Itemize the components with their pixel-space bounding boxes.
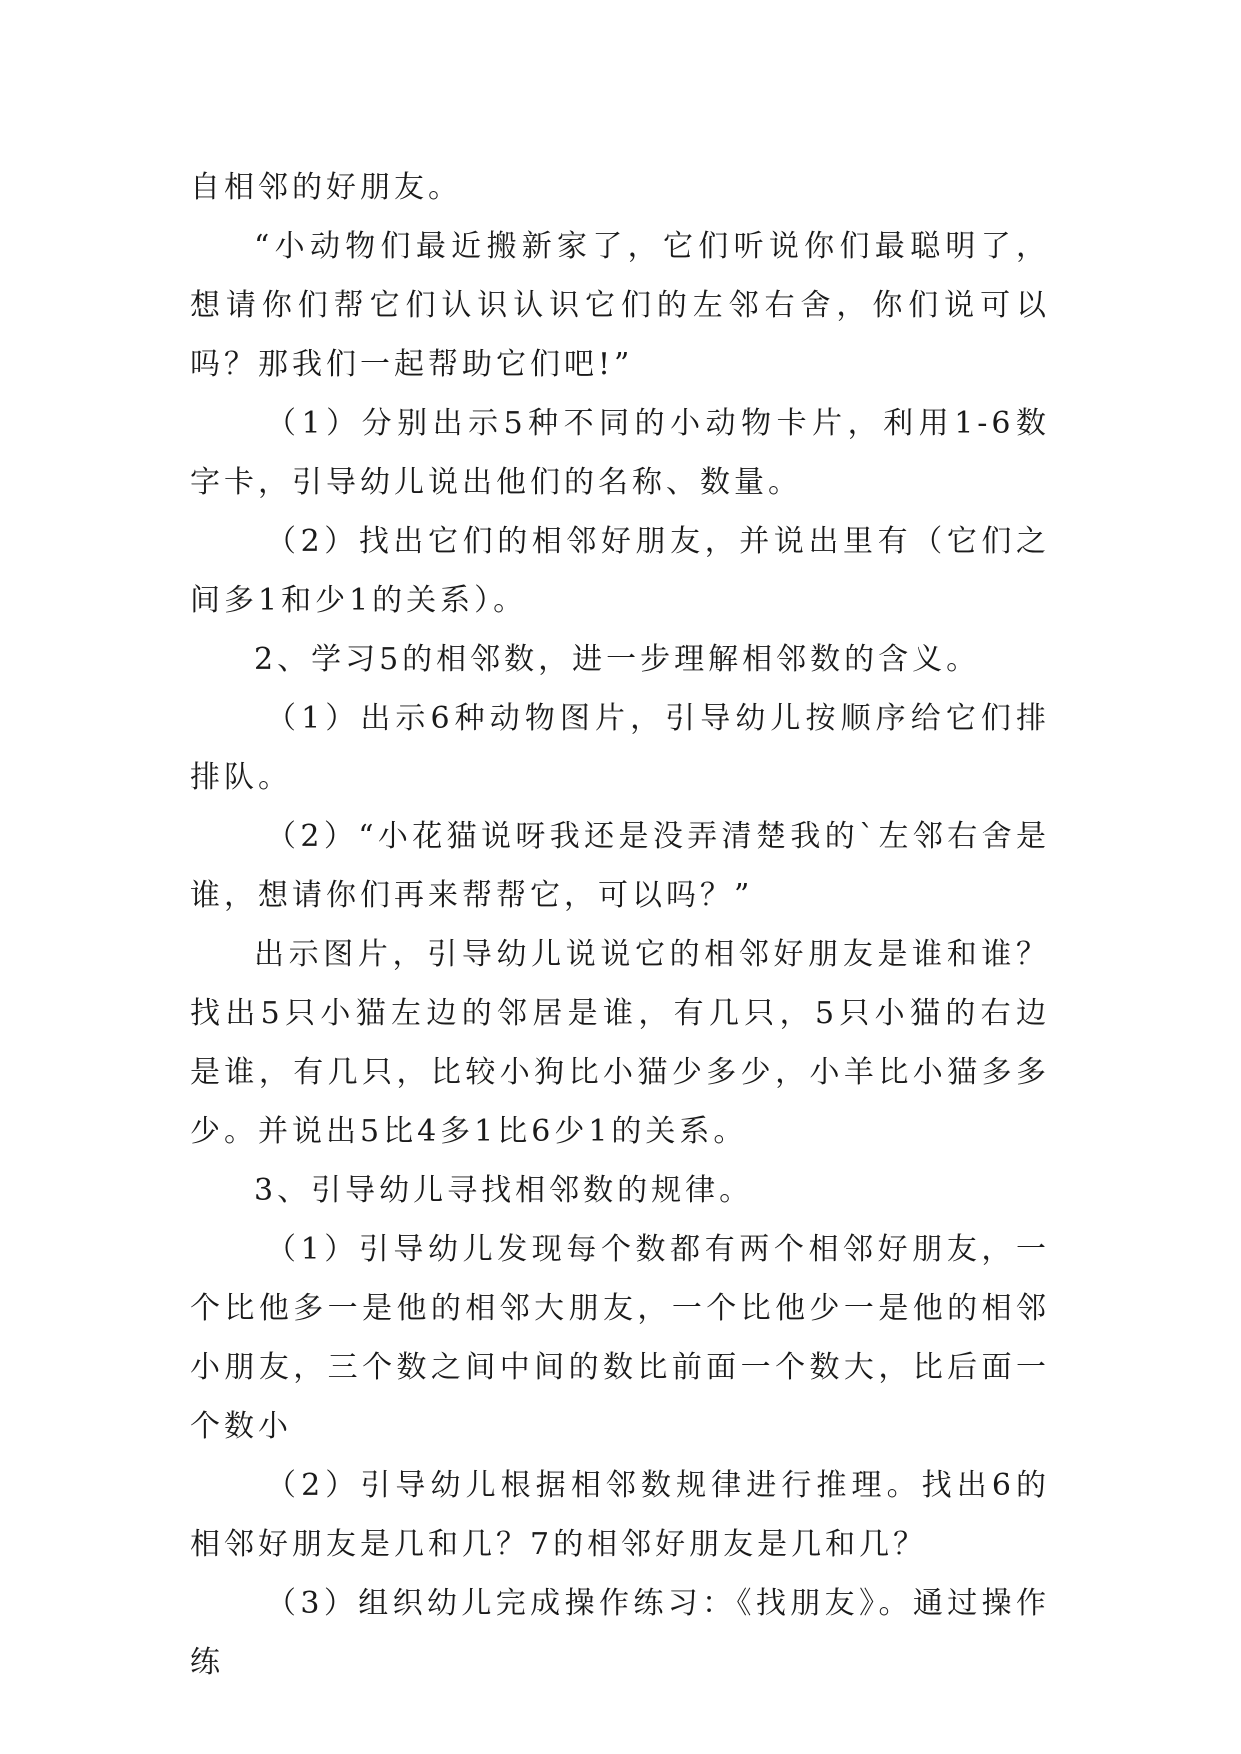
document-body [190, 158, 1050, 1692]
paragraph-section-3: 3、引导幼儿寻找相邻数的规律。 [254, 1173, 754, 1208]
paragraph-section-2: 2、学习5的相邻数，进一步理解相邻数的含义。 [254, 642, 981, 677]
paragraph-continuation: 自相邻的好朋友。 [190, 170, 462, 205]
paragraph-step-2-2: （2）“小花猫说呀我还是没弄清楚我的`左邻右舍是谁，想请你们再来帮帮它，可以吗？” [190, 819, 1050, 913]
paragraph-step-2-1: （1）出示6种动物图片，引导幼儿按顺序给它们排排队。 [190, 701, 1050, 795]
paragraph-step-3-2: （2）引导幼儿根据相邻数规律进行推理。找出6的相邻好朋友是几和几？7的相邻好朋友是几和几？ [190, 1468, 1050, 1562]
paragraph-quote-intro: “小动物们最近搬新家了，它们听说你们最聪明了，想请你们帮它们认识认识它们的左邻右舍，你们说可以吗？那我们一起帮助它们吧!” [190, 229, 1050, 382]
paragraph-show-picture: 出示图片，引导幼儿说说它的相邻好朋友是谁和谁？找出5只小猫左边的邻居是谁，有几只，5只小猫的右边是谁，有几只，比较小狗比小猫少多少，小羊比小猫多多少。并说出5比4多1比6少1的关系。 [190, 937, 1050, 1149]
paragraph-step-1-1: （1）分别出示5种不同的小动物卡片，利用1-6数字卡，引导幼儿说出他们的名称、数量。 [190, 406, 1050, 500]
paragraph-step-3-1: （1）引导幼儿发现每个数都有两个相邻好朋友，一个比他多一是他的相邻大朋友，一个比他少一是他的相邻小朋友，三个数之间中间的数比前面一个数大，比后面一个数小 [190, 1232, 1050, 1444]
paragraph-step-3-3: （3）组织幼儿完成操作练习：《找朋友》。通过操作练 [190, 1586, 1050, 1680]
paragraph-step-1-2: （2）找出它们的相邻好朋友，并说出里有（它们之间多1和少1的关系）。 [190, 524, 1050, 618]
